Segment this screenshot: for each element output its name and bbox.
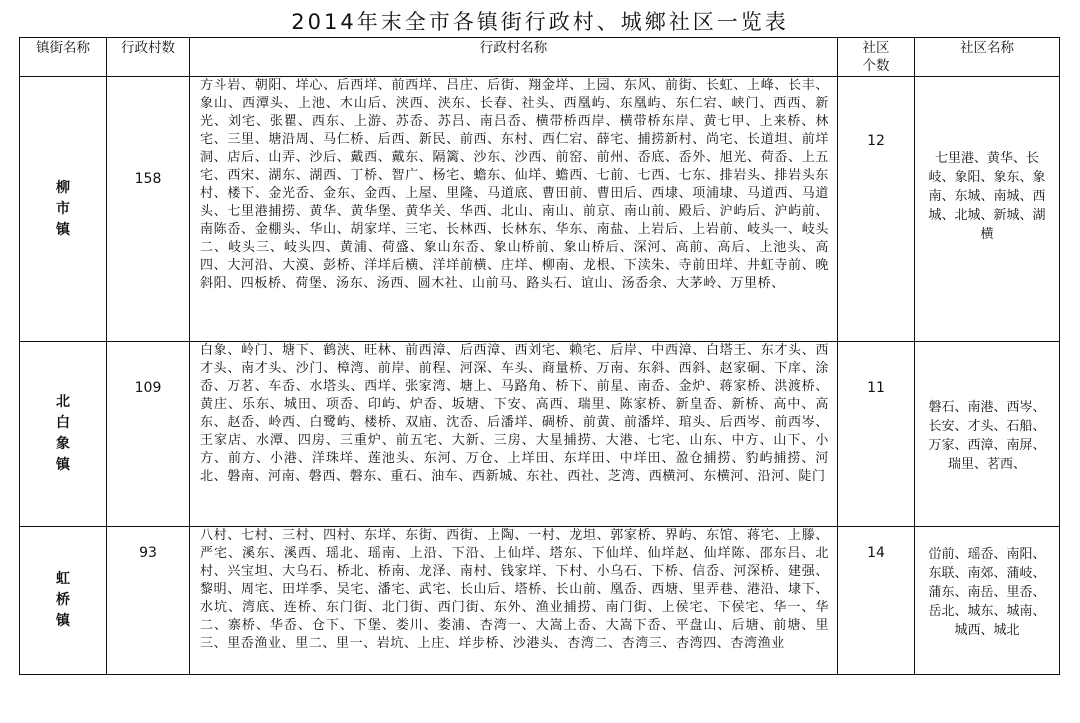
town-cell <box>20 342 107 527</box>
village-names-cell <box>190 527 838 675</box>
village-names: 八村、七村、三村、四村、东垟、东街、西街、上陶、一村、龙坦、郭家桥、界屿、东馆、蒋宅、上滕、严宅、溪东、溪西、瑶北、瑶南、上沿、下沿、上仙垟、塔东、下仙垟、仙垟赵、仙垟陈、邵东吕、北村、兴宝坦、大乌石、桥北、桥南、龙泽、南村、钱家垟、下村、小乌石、下桥、信岙、河深桥、建强、黎明、周宅、田垟季、吴宅、潘宅、武宅、长山后、塔桥、长山前、凰岙、西塘、里弄巷、港沿、埭下、水坑、湾底、连桥、东门街、北门街、西门街、东外、渔业捕捞、南门街、上侯宅、下侯宅、华一、华二、寨桥、华岙、仓下、下堡、娄川、娄浦、杏湾一、大嵩上岙、大嵩下岙、平盘山、后塘、前塘、里三、里岙渔业、里二、里一、岩坑、上庄、垟步桥、沙港头、杏湾二、杏湾三、杏湾四、杏湾渔业 <box>200 528 829 651</box>
community-names-cell <box>915 527 1060 675</box>
community-count: 11 <box>867 380 885 396</box>
table-row <box>20 527 1060 675</box>
header-town: 镇街名称 <box>20 38 107 77</box>
village-names: 方斗岩、朝阳、垟心、后西垟、前西垟、吕庄、后街、翔金垟、上园、东风、前街、长虹、上峰、长丰、象山、西潭头、上池、木山后、浃西、浃东、长春、社头、西凰屿、东凰屿、东仁宕、峡门、西西、新光、刘宅、张瞿、西东、上游、苏岙、苏吕、南吕岙、横带桥西岸、横带桥东岸、黄七甲、上来桥、林宅、三里、塘沿周、马仁桥、后西、新民、前西、东村、西仁宕、薛宅、捕捞新村、尚宅、长道坦、前垟洞、店后、山弄、沙后、戴西、戴东、隔篱、沙东、沙西、前窑、前州、岙底、岙外、旭光、荷岙、上五宅、西宋、湖东、湖西、丁桥、智广、杨宅、蟾东、仙垟、蟾西、七前、七西、七东、排岩头、排岩头东村、楼下、金光岙、金东、金西、上屋、里隆、马道底、曹田前、曹田后、西埭、项浦埭、马道西、马道头、七里港捕捞、黄华、黄华堡、黄华关、华西、北山、南山、前京、南山前、殿后、沪屿后、沪屿前、南陈岙、金棚头、华山、胡家垟、三宅、长林西、长林东、华东、南盐、上岩后、上岩前、岐头一、岐头二、岐头三、岐头四、黄浦、荷盛、象山东岙、象山桥前、象山桥后、深河、高前、高后、上池头、高四、大河沿、大漠、彭桥、洋垟后横、洋垟前横、庄垟、柳南、龙根、下渎朱、寺前田垟、井虹寺前、晚斜阳、四板桥、荷堡、汤东、汤西、圆木社、山前马、路头石、谊山、汤岙余、大茅岭、万里桥、 <box>200 78 829 291</box>
community-count-cell <box>838 77 915 342</box>
village-community-table <box>19 37 1060 675</box>
town-name: 虹桥镇 <box>56 571 70 629</box>
community-count: 14 <box>867 545 885 561</box>
page-title: 2014年末全市各镇街行政村、城鄉社区一览表 <box>291 10 789 34</box>
community-names-cell <box>915 342 1060 527</box>
community-names: 七里港、黄华、长岐、象阳、象东、象南、东城、南城、西城、北城、新城、湖横 <box>928 151 1046 242</box>
table-header-row <box>20 38 1060 77</box>
village-count-cell <box>107 342 190 527</box>
village-count: 93 <box>139 545 157 561</box>
community-names: 磐石、南港、西岑、长安、才头、石船、万家、西漳、南屏、瑞里、茗西、 <box>928 400 1046 472</box>
table-row <box>20 342 1060 527</box>
village-count: 109 <box>134 380 162 396</box>
header-village-count: 行政村数 <box>107 38 190 77</box>
village-count-cell <box>107 77 190 342</box>
village-names-cell <box>190 342 838 527</box>
village-count-cell <box>107 527 190 675</box>
community-names: 峃前、瑶岙、南阳、东联、南郊、蒲岐、蒲东、南岳、里岙、岳北、城东、城南、城西、城北 <box>928 547 1046 638</box>
table-row <box>20 77 1060 342</box>
community-count-cell <box>838 527 915 675</box>
town-cell <box>20 527 107 675</box>
header-community-count-text: 社区个数 <box>862 40 890 74</box>
header-community-count <box>838 38 915 77</box>
town-name: 北白象镇 <box>56 394 70 473</box>
village-count: 158 <box>134 171 162 187</box>
village-names: 白象、岭门、塘下、鹤浃、旺林、前西漳、后西漳、西刘宅、赖宅、后岸、中西漳、白塔王、东才头、西才头、南才头、沙门、樟湾、前岸、前程、河深、车头、商量桥、万南、东斜、西斜、赵家硐、下庠、涂岙、万茗、车岙、水塔头、西垟、张家湾、塘上、马路角、桥下、前星、南岙、金炉、蒋家桥、洪渡桥、黄庄、乐东、城田、项岙、印屿、炉岙、坂塘、下安、高西、瑞里、陈家桥、新皇岙、新桥、高中、高东、赵岙、岭西、白鹭屿、楼桥、双庙、沈岙、后潘垟、碉桥、前黄、前潘垟、琯头、后西岑、前西岑、王家店、水潭、四房、三重炉、前五宅、大新、三房、大星捕捞、大港、七宅、山东、中方、山下、小方、前方、小港、洋珠垟、莲池头、东河、万仓、上垟田、东垟田、中垟田、盈仓捕捞、豹屿捕捞、河北、磐南、河南、磐西、磐东、重石、油车、西新城、东社、西社、芝湾、西横河、东横河、沿河、陡门 <box>200 343 829 484</box>
village-names-cell <box>190 77 838 342</box>
community-count-cell <box>838 342 915 527</box>
header-community-names: 社区名称 <box>915 38 1060 77</box>
header-village-names: 行政村名称 <box>190 38 838 77</box>
town-name: 柳市镇 <box>56 179 70 238</box>
community-count: 12 <box>867 133 885 149</box>
town-cell <box>20 77 107 342</box>
community-names-cell <box>915 77 1060 342</box>
